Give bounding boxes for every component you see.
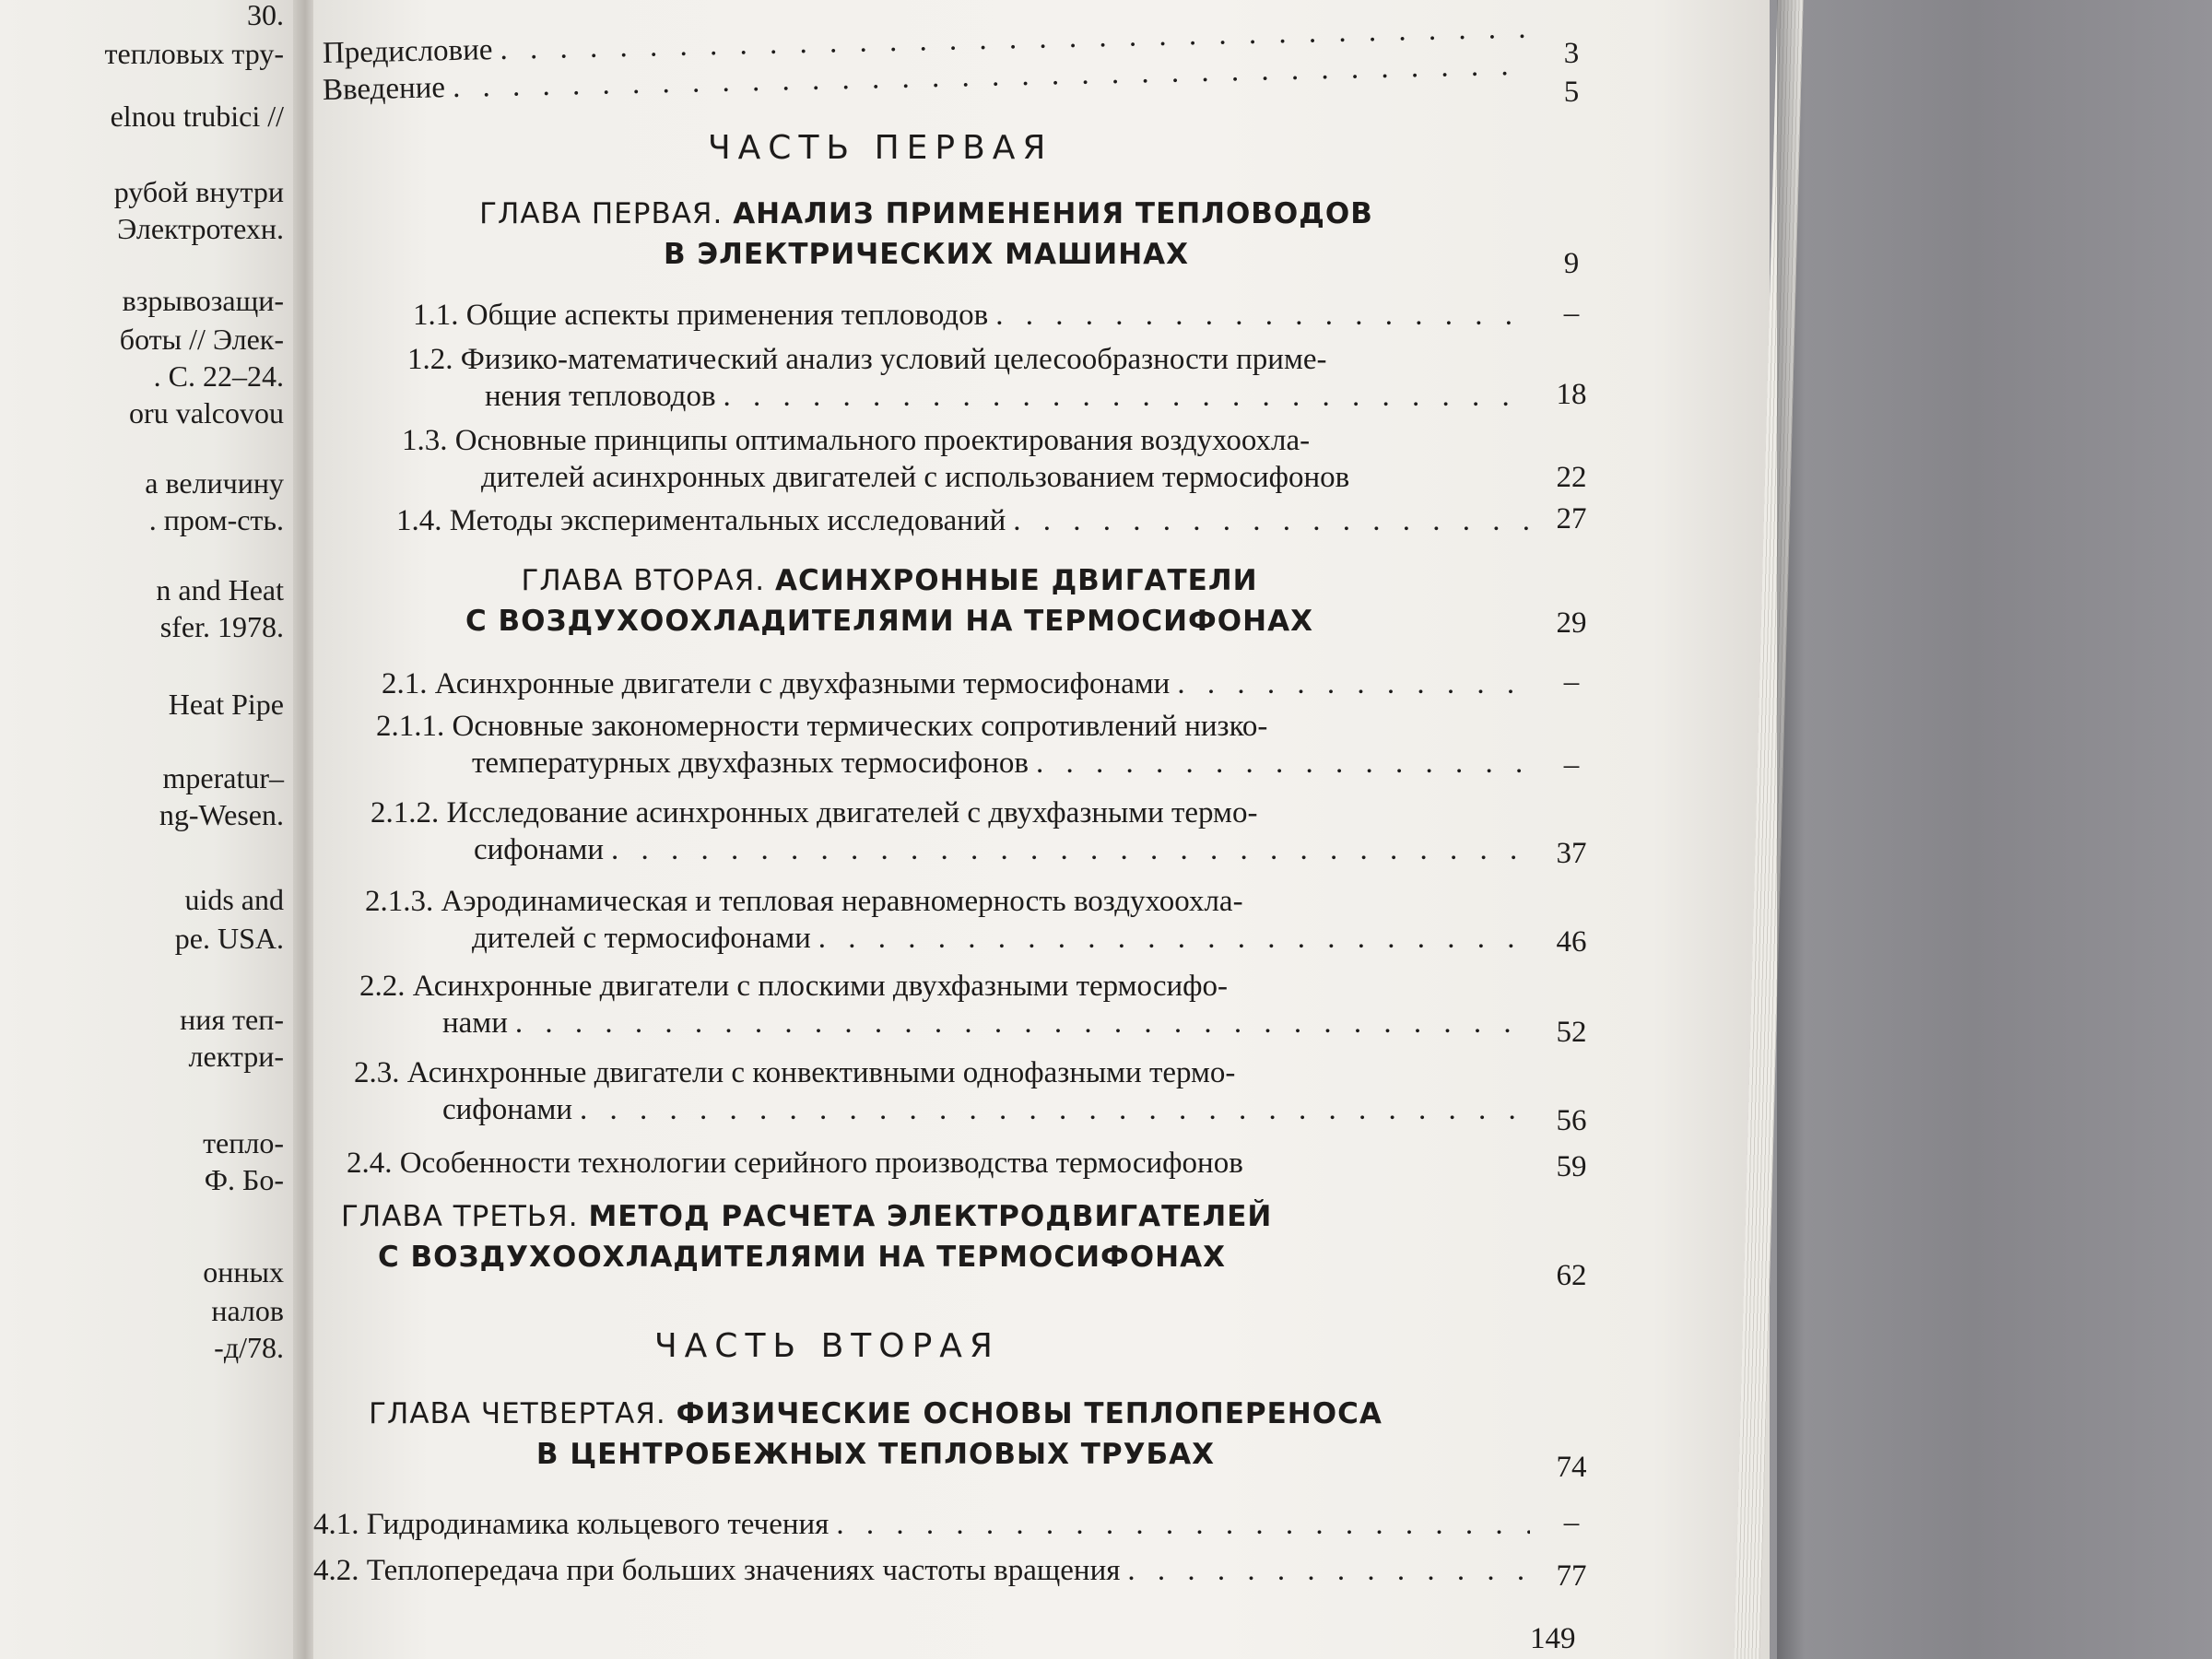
page-number: 52 [1556, 1016, 1587, 1049]
chapter-number: ГЛАВА ЧЕТВЕРТАЯ. [369, 1397, 666, 1430]
chapter-title: АСИНХРОННЫЕ ДВИГАТЕЛИ [774, 564, 1258, 597]
left-page-text-line: mperatur– [162, 761, 284, 794]
page-number: – [1563, 748, 1580, 782]
leader-dots [988, 297, 1530, 334]
chapter-heading [442, 194, 1410, 275]
page-number: 37 [1556, 837, 1587, 870]
entry-text: Введение [322, 71, 446, 107]
toc-entry [365, 883, 1530, 957]
left-page-text-line: тепло- [203, 1126, 284, 1159]
toc-entry [359, 968, 1530, 1041]
left-page-text-line: тепловых тру- [104, 37, 284, 70]
entry-text: 1.1. Общие аспекты применения тепловодов [413, 299, 989, 332]
chapter-heading [341, 1196, 1273, 1277]
page-number: 74 [1556, 1451, 1587, 1484]
toc-entry [371, 794, 1530, 868]
entry-text: сифонами [474, 833, 605, 866]
left-page-text-line: -д/78. [214, 1331, 284, 1364]
left-page-text-line: pe. USA. [174, 922, 284, 955]
left-page-text-line: взрывозащи- [122, 284, 284, 317]
page-number: 46 [1556, 925, 1587, 959]
page-shadow [1777, 0, 1805, 1659]
chapter-number: ГЛАВА ВТОРАЯ. [521, 564, 766, 597]
page-number: 3 [1563, 37, 1580, 70]
entry-text: 2.1.1. Основные закономерности термических сопротивлений низко- [376, 710, 1268, 743]
toc-entry [313, 1552, 1530, 1589]
chapter-title: С ВОЗДУХООХЛАДИТЕЛЯМИ НА ТЕРМОСИФОНАХ [378, 1241, 1226, 1274]
entry-text: Предисловие [322, 33, 493, 70]
chapter-title: АНАЛИЗ ПРИМЕНЕНИЯ ТЕПЛОВОДОВ [733, 197, 1373, 230]
leader-dots [716, 378, 1530, 415]
left-page-text-line: Ф. Бо- [204, 1163, 284, 1196]
left-page-text-line: онных [203, 1255, 284, 1288]
left-page-text-line: 30. [247, 0, 284, 31]
left-page-text-line: Heat Pipe [168, 688, 284, 721]
left-page-text-line: n and Heat [156, 573, 284, 606]
left-page-text-line: а величину [145, 466, 284, 500]
entry-text: 1.3. Основные принципы оптимального проектирования воздухоохла- [402, 424, 1311, 457]
page-number: 27 [1556, 502, 1587, 535]
toc-entry [376, 708, 1530, 782]
chapter-title: В ЦЕНТРОБЕЖНЫХ ТЕПЛОВЫХ ТРУБАХ [535, 1438, 1216, 1471]
chapter-title: В ЭЛЕКТРИЧЕСКИХ МАШИНАХ [663, 238, 1190, 271]
part-title: ЧАСТЬ ВТОРАЯ [654, 1327, 1000, 1365]
left-page-text-line: oru valcovou [129, 396, 284, 429]
page-number: – [1563, 1506, 1580, 1539]
background-fabric [1733, 0, 2212, 1659]
entry-text: 1.4. Методы экспериментальных исследований [396, 504, 1006, 537]
left-page-text-line: Электротехн. [117, 212, 284, 245]
left-page-text-line: ng-Wesen. [159, 798, 284, 831]
chapter-heading [304, 1394, 1447, 1475]
leader-dots [829, 1506, 1530, 1543]
left-page-text-line: боты // Элек- [119, 323, 284, 356]
part-title: ЧАСТЬ ПЕРВАЯ [708, 129, 1053, 167]
toc-entry [313, 1506, 1530, 1543]
left-page-text-line: sfer. 1978. [159, 610, 284, 643]
page-number: 22 [1556, 461, 1587, 494]
entry-text: температурных двухфазных термосифонов [472, 747, 1029, 780]
entry-text: 1.2. Физико-математический анализ условий целесообразности приме- [407, 343, 1327, 376]
entry-text: 2.4. Особенности технологии серийного производства термосифонов [347, 1147, 1243, 1180]
chapter-title: С ВОЗДУХООХЛАДИТЕЛЯМИ НА ТЕРМОСИФОНАХ [465, 605, 1313, 638]
page-number: – [1563, 665, 1580, 699]
left-page-text-line: налов [211, 1294, 284, 1327]
toc-entry [413, 297, 1530, 334]
left-page-text-line: . С. 22–24. [153, 359, 284, 393]
leader-dots [604, 831, 1530, 868]
entry-text: дителей асинхронных двигателей с использованием термосифонов [481, 461, 1350, 494]
toc-entry [347, 1145, 1530, 1182]
entry-text: 2.2. Асинхронные двигатели с плоскими двухфазными термосифо- [359, 970, 1229, 1003]
left-page-text-line: uids and [184, 883, 284, 916]
leader-dots [1006, 502, 1530, 539]
entry-text: нами [442, 1006, 508, 1040]
page-number: 77 [1556, 1559, 1587, 1593]
page-folio: 149 [1530, 1622, 1576, 1655]
entry-text: 2.1.2. Исследование асинхронных двигателей с двухфазными термо- [371, 796, 1258, 830]
left-page-text-line: . пром-сть. [148, 503, 284, 536]
left-page-text-line: elnou trubici // [110, 100, 284, 133]
page-number: 29 [1556, 606, 1587, 640]
chapter-title: ФИЗИЧЕСКИЕ ОСНОВЫ ТЕПЛОПЕРЕНОСА [676, 1397, 1382, 1430]
left-page-text-line: рубой внутри [113, 175, 284, 208]
entry-text: 2.3. Асинхронные двигатели с конвективными однофазными термо- [354, 1056, 1236, 1089]
leader-dots [1120, 1552, 1530, 1589]
page-number: – [1563, 297, 1580, 330]
leader-dots [1170, 665, 1530, 702]
entry-text: сифонами [442, 1093, 573, 1126]
page-number: 18 [1556, 378, 1587, 411]
entry-text: дителей с термосифонами [472, 922, 811, 955]
entry-text: нения тепловодов [485, 380, 716, 413]
entry-text: 2.1. Асинхронные двигатели с двухфазными термосифонами [382, 667, 1171, 700]
leader-dots [811, 920, 1530, 957]
left-page-text-line: лектри- [188, 1040, 284, 1073]
entry-text: 2.1.3. Аэродинамическая и тепловая неравномерность воздухоохла- [365, 885, 1243, 918]
entry-text: 4.1. Гидродинамика кольцевого течения [313, 1508, 830, 1541]
page-number: 59 [1556, 1150, 1587, 1183]
chapter-number: ГЛАВА ТРЕТЬЯ. [341, 1200, 579, 1233]
left-page-text-line: ния теп- [180, 1003, 284, 1036]
toc-entry [396, 502, 1530, 539]
chapter-number: ГЛАВА ПЕРВАЯ. [479, 197, 724, 230]
page-number: 5 [1563, 76, 1580, 109]
entry-text: 4.2. Теплопередача при больших значениях частоты вращения [313, 1554, 1121, 1587]
table-of-contents [313, 0, 1724, 1659]
page-number: 9 [1563, 247, 1580, 280]
leader-dots [572, 1091, 1530, 1128]
toc-entry [382, 665, 1530, 702]
leader-dots [1029, 745, 1530, 782]
page-number: 56 [1556, 1104, 1587, 1137]
toc-entry [354, 1054, 1530, 1128]
toc-entry [407, 341, 1530, 415]
leader-dots [508, 1005, 1530, 1041]
page-number: 62 [1556, 1259, 1587, 1292]
chapter-title: МЕТОД РАСЧЕТА ЭЛЕКТРОДВИГАТЕЛЕЙ [588, 1200, 1273, 1233]
chapter-heading [406, 560, 1373, 641]
left-page [0, 0, 304, 1659]
toc-entry [402, 422, 1530, 496]
